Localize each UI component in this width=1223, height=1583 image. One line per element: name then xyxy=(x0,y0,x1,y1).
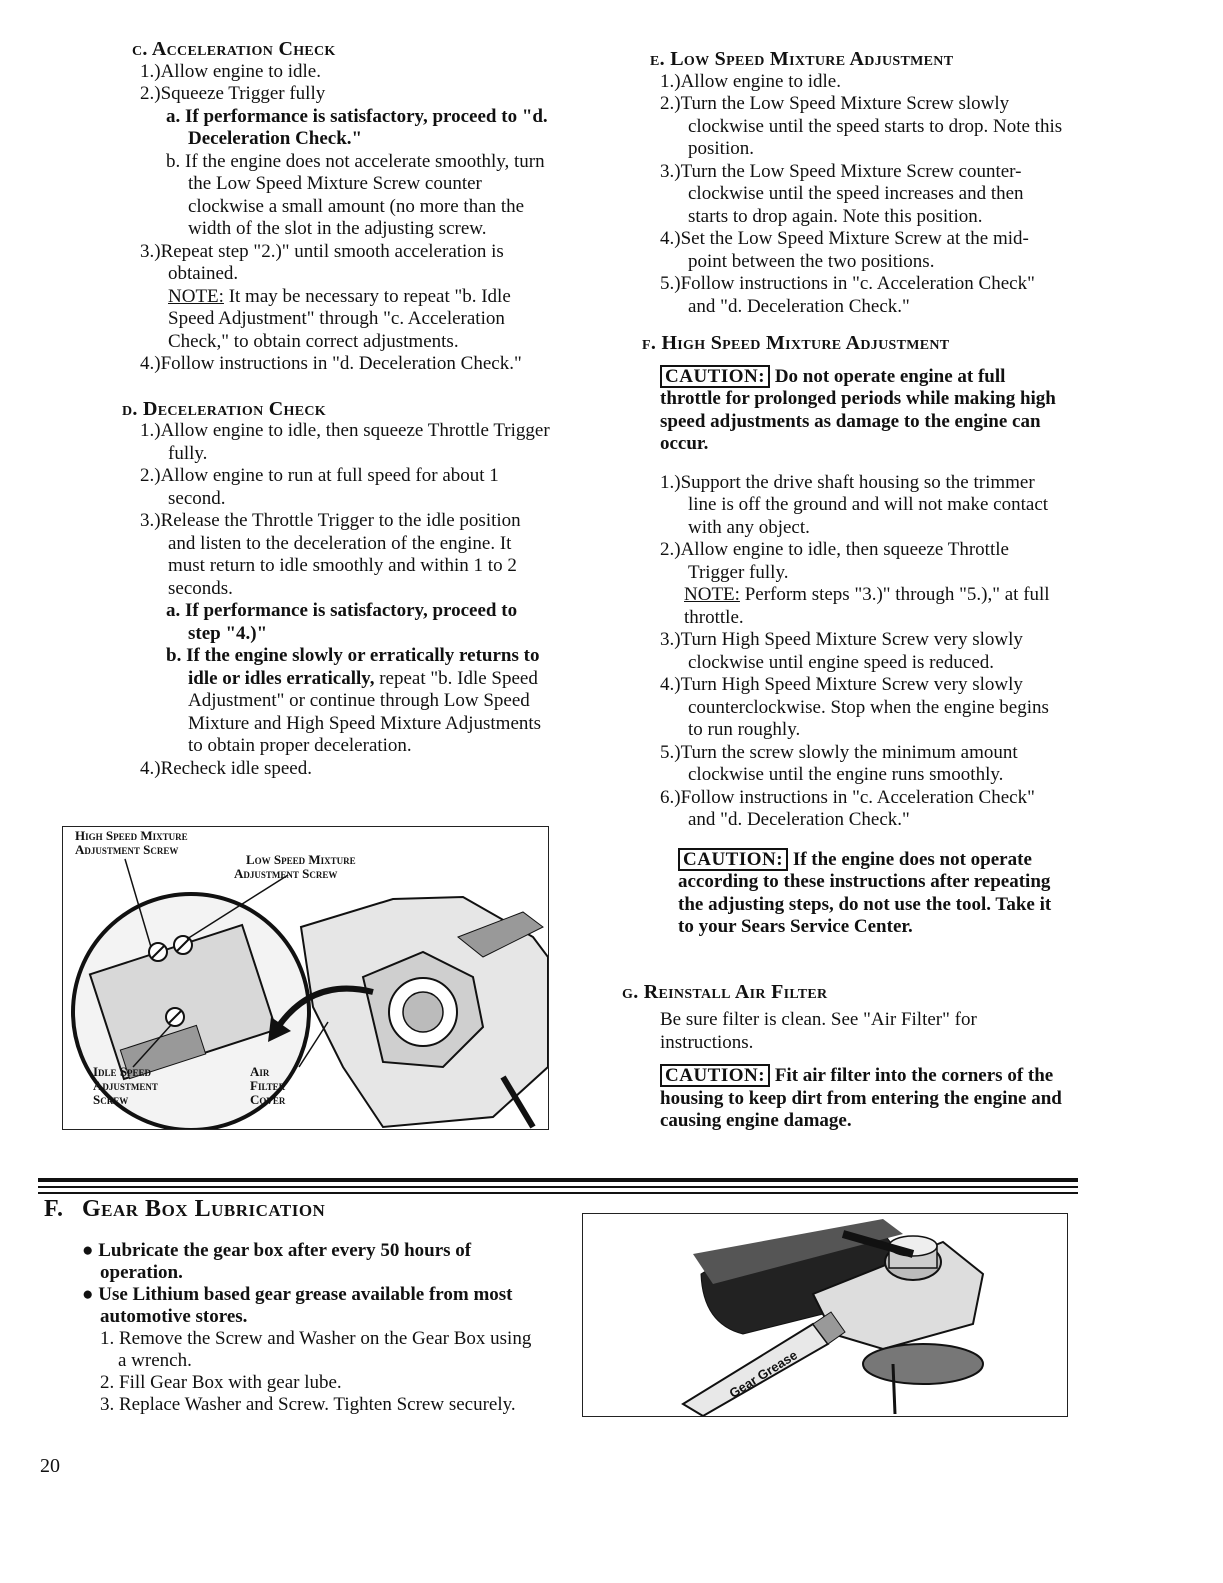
decel-step-3b xyxy=(140,645,550,758)
idle-label-line3: Screw xyxy=(93,1092,129,1107)
bullet-icon-2: ● xyxy=(82,1284,99,1305)
gear-box-column xyxy=(82,1240,542,1416)
caution-badge: CAUTION: xyxy=(660,365,770,388)
bullet-icon: ● xyxy=(82,1240,99,1261)
accel-step-3: 3.)Repeat step "2.)" until smooth acceleration is obtained. xyxy=(140,240,504,284)
gear-step-2: 2. Fill Gear Box with gear lube. xyxy=(100,1372,342,1393)
gear-box-figure xyxy=(582,1213,1068,1417)
bullet-1-text: Lubricate the gear box after every 50 hours of operation. xyxy=(98,1240,472,1283)
gear-step-1: 1. Remove the Screw and Washer on the Gear Box using a wrench. xyxy=(100,1328,532,1371)
decel-step-3b-bold: b. If the engine slowly or erratically returns to idle or idles erratically, xyxy=(166,645,540,689)
grease-bullet xyxy=(82,1284,542,1328)
right-column xyxy=(622,48,1065,1133)
caution-text-3: Fit air filter into the corners of the housing to keep dirt from entering the engine and causing engine damage. xyxy=(660,1065,1062,1131)
high-speed-label-line1: High Speed Mixture xyxy=(75,828,188,843)
note-label: NOTE: xyxy=(168,285,224,307)
idle-speed-screw-label xyxy=(93,1065,158,1107)
decel-step-3: 3.)Release the Throttle Trigger to the idle position and listen to the deceleration of the engine. It must return to idle smoothly and within 1 to 2 seconds. xyxy=(140,510,521,599)
low-speed-screw-label xyxy=(234,852,356,881)
caution-badge-3: CAUTION: xyxy=(660,1064,770,1087)
gear-grease-label: Gear Grease xyxy=(726,1347,801,1401)
decel-step-2: 2.)Allow engine to run at full speed for about 1 second. xyxy=(140,465,499,509)
section-divider-thin-2 xyxy=(38,1192,1078,1194)
high-step-1: 1.)Support the drive shaft housing so the trimmer line is off the ground and will not make contact with any object. xyxy=(660,471,1049,538)
accel-step-2: 2.)Squeeze Trigger fully xyxy=(140,83,326,104)
caution-text: Do not operate engine at full throttle for prolonged periods while making high speed adjustments as damage to the engine can occur. xyxy=(660,365,1056,454)
gear-box-illustration xyxy=(583,1214,1067,1416)
high-step-6: 6.)Follow instructions in "c. Acceleration Check" and "d. Deceleration Check." xyxy=(660,786,1035,830)
air-filter-text: Be sure filter is clean. See "Air Filter" for instructions. xyxy=(660,1009,977,1053)
left-column xyxy=(122,38,550,780)
high-speed-mixture-heading: f. High Speed Mixture Adjustment xyxy=(642,332,950,354)
high-note-text: Perform steps "3.)" through "5.)," at full throttle. xyxy=(684,584,1050,628)
high-speed-caution xyxy=(660,365,1065,456)
high-note-label: NOTE: xyxy=(684,584,740,605)
bullet-2-text: Use Lithium based gear grease available from most automotive stores. xyxy=(98,1284,513,1327)
decel-step-4: 4.)Recheck idle speed. xyxy=(140,757,312,779)
decel-step-3b-rest: repeat "b. Idle Speed Adjustment" or continue through Low Speed Mixture and High Speed Mixture Adjustments to obtain proper deceleration. xyxy=(188,667,542,756)
accel-note xyxy=(140,286,550,354)
reinstall-air-filter-heading: g. Reinstall Air Filter xyxy=(622,980,828,1003)
note-text: It may be necessary to repeat "b. Idle Speed Adjustment" through "c. Acceleration Check," to obtain correct adjustments. xyxy=(168,285,511,352)
accel-step-1: 1.)Allow engine to idle. xyxy=(140,60,321,82)
low-speed-label-line2: Adjustment Screw xyxy=(234,866,338,881)
low-step-2: 2.)Turn the Low Speed Mixture Screw slowly clockwise until the speed starts to drop. Note this position. xyxy=(660,93,1063,159)
accel-step-2b: b. If the engine does not accelerate smoothly, turn the Low Speed Mixture Screw counter clockwise a small amount (no more than the width of the slot in the adjusting screw. xyxy=(166,150,545,239)
caution-text-2: If the engine does not operate according to these instructions after repeating the adjusting steps, do not use the tool. Take it to your Sears Service Center. xyxy=(678,848,1052,937)
high-note xyxy=(660,584,1065,629)
air-filter-cover-label xyxy=(250,1065,285,1107)
caution-badge-2: CAUTION: xyxy=(678,848,788,871)
section-title: Gear Box Lubrication xyxy=(82,1196,326,1222)
section-letter: F. xyxy=(44,1196,64,1222)
high-speed-caution-2 xyxy=(660,848,1065,939)
high-step-2: 2.)Allow engine to idle, then squeeze Throttle Trigger fully. xyxy=(660,539,1009,583)
page-number: 20 xyxy=(40,1455,60,1477)
gear-step-3: 3. Replace Washer and Screw. Tighten Screw securely. xyxy=(100,1394,516,1415)
lubricate-bullet xyxy=(82,1240,542,1284)
deceleration-check-heading: d. Deceleration Check xyxy=(122,397,326,420)
air-label-line3: Cover xyxy=(250,1092,286,1107)
air-label-line1: Air xyxy=(250,1064,270,1079)
low-step-1: 1.)Allow engine to idle. xyxy=(660,70,841,92)
low-step-5: 5.)Follow instructions in "c. Acceleration Check" and "d. Deceleration Check." xyxy=(660,273,1035,317)
section-divider-thick xyxy=(38,1178,1078,1182)
gear-box-lubrication-heading xyxy=(44,1196,325,1223)
air-label-line2: Filter xyxy=(250,1078,286,1093)
accel-step-4: 4.)Follow instructions in "d. Deceleration Check." xyxy=(140,353,522,374)
acceleration-check-heading: c. Acceleration Check xyxy=(132,38,336,60)
idle-label-line1: Idle Speed xyxy=(93,1064,152,1079)
low-step-4: 4.)Set the Low Speed Mixture Screw at the mid-point between the two positions. xyxy=(660,228,1029,272)
low-speed-label-line1: Low Speed Mixture xyxy=(246,852,356,867)
high-step-5: 5.)Turn the screw slowly the minimum amount clockwise until the engine runs smoothly. xyxy=(660,741,1018,785)
high-speed-label-line2: Adjustment Screw xyxy=(75,842,179,857)
decel-step-1: 1.)Allow engine to idle, then squeeze Throttle Trigger fully. xyxy=(140,420,550,464)
low-speed-mixture-heading: e. Low Speed Mixture Adjustment xyxy=(650,48,954,70)
section-divider-thin xyxy=(38,1186,1078,1188)
low-step-3: 3.)Turn the Low Speed Mixture Screw counter-clockwise until the speed increases and then starts to drop again. Note this position. xyxy=(660,160,1024,227)
air-filter-caution xyxy=(660,1064,1065,1133)
high-step-4: 4.)Turn High Speed Mixture Screw very slowly counterclockwise. Stop when the engine begins to run roughly. xyxy=(660,674,1049,740)
idle-label-line2: Adjustment xyxy=(93,1078,158,1093)
accel-step-2a: a. If performance is satisfactory, proceed to "d. Deceleration Check." xyxy=(166,105,548,149)
high-step-3: 3.)Turn High Speed Mixture Screw very slowly clockwise until engine speed is reduced. xyxy=(660,629,1023,673)
decel-step-3a: a. If performance is satisfactory, proceed to step "4.)" xyxy=(166,600,518,644)
high-speed-screw-label xyxy=(75,829,188,857)
carburetor-figure xyxy=(62,826,549,1130)
